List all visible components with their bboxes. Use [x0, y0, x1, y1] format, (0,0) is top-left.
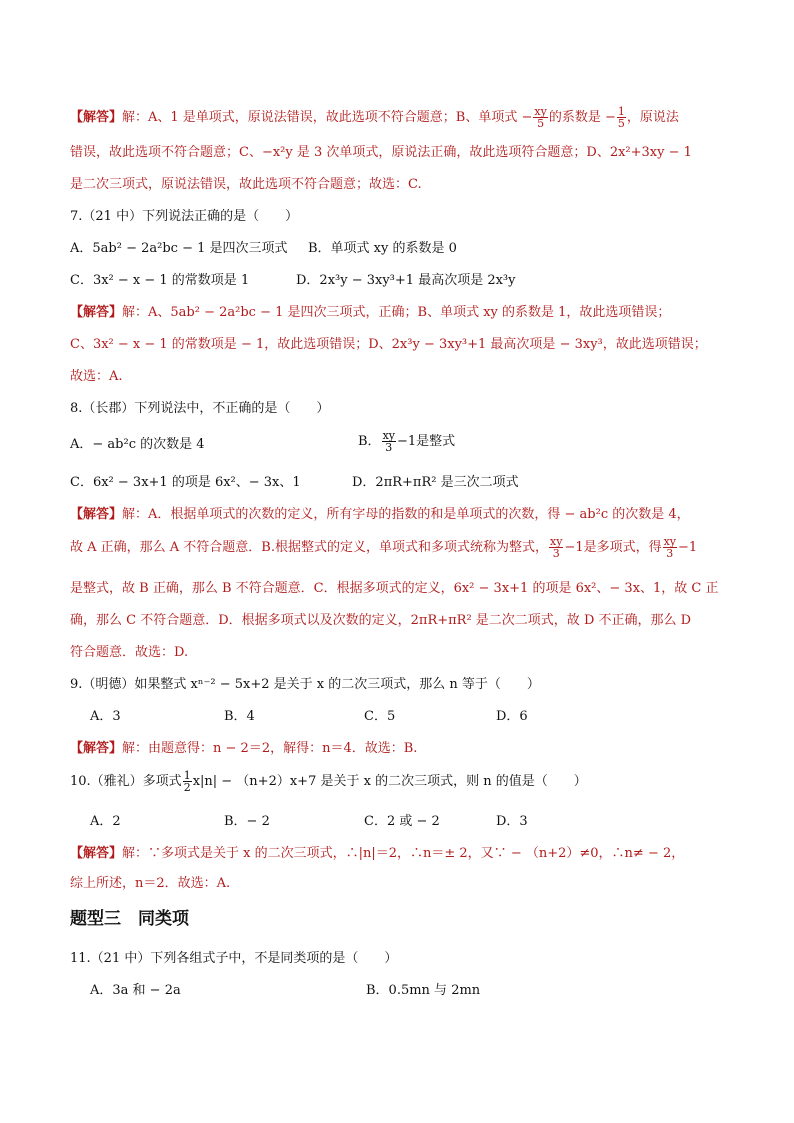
q8-solution-line-1: 【解答】解：A．根据单项式的次数的定义，所有字母的指数的和是单项式的次数，得 − ab²c 的次数是 4，: [70, 507, 690, 522]
q9-option-a: A．3: [90, 709, 121, 724]
q6-solution-line-3: 是二次三项式，原说法错误，故此选项不符合题意；故选：C.: [70, 177, 422, 192]
q8-solution-line-4: 确，那么 C 不符合题意．D．根据多项式以及次数的定义，2πR+πR² 是二次二项式，故 D 不正确，那么 D: [70, 613, 692, 628]
q7-option-a: A．5ab² − 2a²bc − 1 是四次三项式: [70, 241, 288, 256]
q10-solution-line-1: 【解答】解：∵多项式是关于 x 的二次三项式，∴|n|＝2，∴n＝± 2，又∵ − （n+2）≠0，∴n≠ − 2，: [70, 846, 685, 861]
q8-solution-line-2: 故 A 正确，那么 A 不符合题意．B.根据整式的定义，单项式和多项式统称为整式， $\frac{xy}{3}$ −1是多项式，得 $\frac{xy}{3}$ −1: [70, 535, 698, 560]
q11-option-b: B．0.5mn 与 2mn: [366, 983, 481, 998]
q8-option-b: B． $\frac{xy}{3}$ −1是整式: [358, 429, 456, 454]
q6-solution-line-1: 【解答】解：A、1 是单项式，原说法错误，故此选项不符合题意；B、单项式 − $\frac{xy}{5}$ 的系数是 − $\frac{1}{5}$ ，原说法: [70, 105, 679, 130]
q10-stem: 10.（雅礼）多项式 $\frac{1}{2}$ x|n| − （n+2）x+7 是关于 x 的二次三项式，则 n 的值是（ ）: [70, 769, 587, 794]
q7-solution-line-3: 故选：A.: [70, 369, 123, 384]
q9-option-c: C．5: [364, 709, 396, 724]
q11-option-a: A．3a 和 − 2a: [90, 983, 181, 998]
q7-option-b: B．单项式 xy 的系数是 0: [308, 241, 457, 256]
q8-option-c: C．6x² − 3x+1 的项是 6x²、− 3x、1: [70, 475, 301, 490]
section-heading: 题型三 同类项: [70, 909, 189, 929]
q8-stem: 8.（长郡）下列说法中，不正确的是（ ）: [70, 401, 330, 416]
q11-stem: 11.（21 中）下列各组式子中，不是同类项的是（ ）: [70, 951, 398, 966]
q9-option-d: D．6: [496, 709, 528, 724]
q6-solution-line-2: 错误，故此选项不符合题意；C、−x²y 是 3 次单项式，原说法正确，故此选项符合题意；D、2x²+3xy − 1: [70, 145, 692, 160]
q10-solution-line-2: 综上所述，n＝2．故选：A.: [70, 876, 231, 891]
q7-option-d: D．2x³y − 3xy³+1 最高次项是 2x³y: [296, 273, 516, 288]
q10-option-d: D．3: [496, 814, 528, 829]
q9-stem: 9.（明德）如果整式 xⁿ⁻² − 5x+2 是关于 x 的二次三项式，那么 n 等于（ ）: [70, 677, 540, 692]
q10-option-c: C．2 或 − 2: [364, 814, 440, 829]
q7-solution-line-2: C、3x² − x − 1 的常数项是 − 1，故此选项错误；D、2x³y − 3xy³+1 最高次项是 − 3xy³，故此选项错误；: [70, 337, 707, 352]
q7-solution-line-1: 【解答】解：A、5ab² − 2a²bc − 1 是四次三项式，正确；B、单项式 xy 的系数是 1，故此选项错误；: [70, 305, 671, 320]
q7-stem: 7.（21 中）下列说法正确的是（ ）: [70, 209, 299, 224]
q8-option-d: D．2πR+πR² 是三次二项式: [352, 475, 519, 490]
q8-solution-line-5: 符合题意．故选：D.: [70, 645, 189, 660]
q8-solution-line-3: 是整式，故 B 正确，那么 B 不符合题意．C．根据多项式的定义，6x² − 3x+1 的项是 6x²、− 3x、1，故 C 正: [70, 581, 719, 596]
q9-option-b: B．4: [224, 709, 255, 724]
q10-option-b: B．− 2: [224, 814, 270, 829]
q8-option-a: A．− ab²c 的次数是 4: [70, 437, 205, 452]
q9-solution: 【解答】解：由题意得：n − 2＝2，解得：n＝4．故选：B.: [70, 741, 418, 756]
q7-option-c: C．3x² − x − 1 的常数项是 1: [70, 273, 250, 288]
q10-option-a: A．2: [90, 814, 121, 829]
